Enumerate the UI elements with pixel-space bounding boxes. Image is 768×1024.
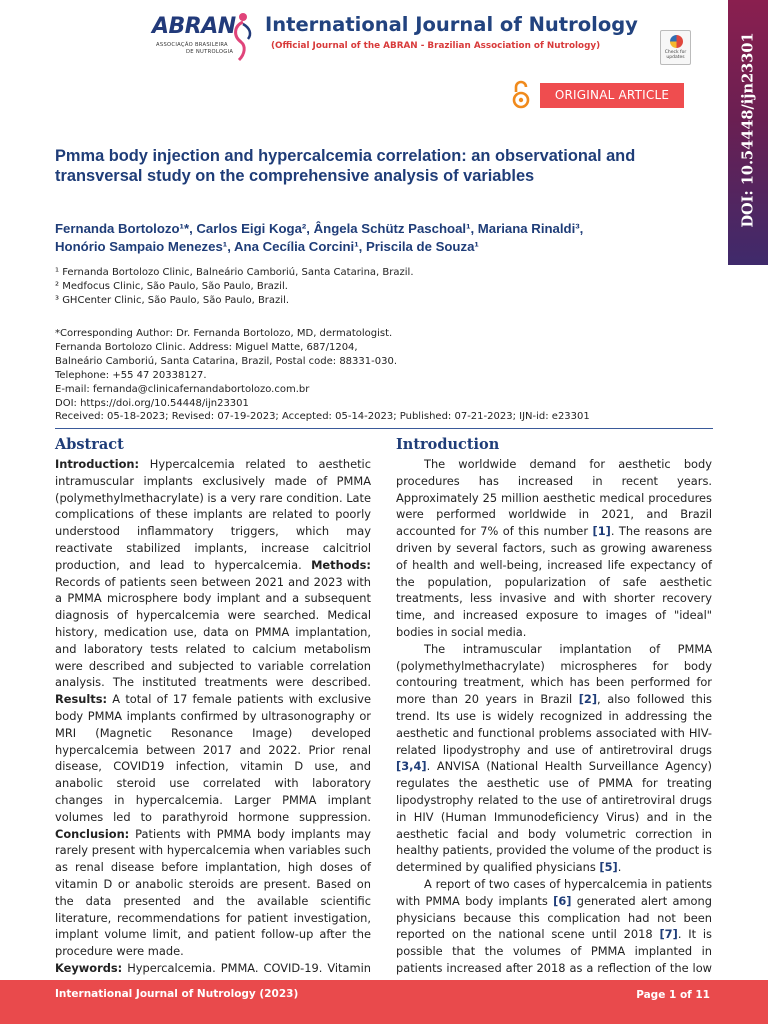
logo-subtitle-line2: DE NUTROLOGIA <box>186 49 234 55</box>
introduction-body <box>396 456 712 1010</box>
journal-subtitle: (Official Journal of the ABRAN - Brazilian Association of Nutrology) <box>271 41 601 51</box>
author-line: Fernanda Bortolozo¹*, Carlos Eigi Koga², Ângela Schütz Paschoal¹, Mariana Rinaldi³, <box>55 221 584 236</box>
abstract-results-label: Results: <box>55 692 108 707</box>
intro-text: generated alert among physicians because this complication had not been reported on the national scene until 2018 <box>396 893 712 942</box>
abstract-conclusion-text: Patients with PMMA body implants may rarely present with hypercalcemia when variables such as renal disease before implantation, high doses of vitamin D or anabolic steroids are present. Based on the data presented and the available scientific literature, recommendations for patient investigation, implant volume limit, and patient follow-up after the procedure were made. <box>55 826 371 959</box>
abstract-results-text: A total of 17 female patients with exclusive body PMMA implants confirmed by ultrasonography or MRI (Magnetic Resonance Image) developed hypercalcemia between 2017 and 2022. Prior renal disease, COVID19 infection, vitamin D use, and anabolic steroid use correlated with laboratory changes in hypercalcemia. Larger PMMA implant volumes led to parathyroid hormone suppression. <box>55 692 371 824</box>
footer-page-number: Page 1 of 11 <box>636 989 710 1001</box>
intro-text: A report of two cases of hypercalcemia in patients with PMMA body implants <box>396 876 712 908</box>
abran-logo <box>152 12 257 64</box>
introduction-heading: Introduction <box>396 436 500 453</box>
corresponding-line: Telephone: +55 47 20338127. <box>55 370 207 381</box>
doi-side-band <box>728 0 768 265</box>
keywords-label: Keywords: <box>55 960 123 975</box>
check-updates-label: Check for updates <box>664 50 687 60</box>
open-access-lock-icon <box>512 80 530 110</box>
abstract-methods-label: Methods: <box>311 557 371 572</box>
author-line: Honório Sampaio Menezes¹, Ana Cecília Corcini¹, Priscila de Souza¹ <box>55 239 479 254</box>
citation-link[interactable]: [1] <box>592 524 611 539</box>
citation-link[interactable]: [5] <box>599 860 618 875</box>
introduction-column <box>396 434 712 1010</box>
keywords-text: Hypercalcemia. PMMA. COVID-19. Vitamin <box>127 960 371 975</box>
citation-link[interactable]: [3,4] <box>396 759 427 774</box>
intro-text: . ANVISA (National Health Surveillance Agency) regulates the aesthetic use of PMMA for treating lipodystrophy related to the use of antiretroviral drugs in HIV (Human Immunodeficiency Virus) and in the aesthetic facial and body volumetric correction in healthy patients, provided the volume of the product is determined by qualified physicians <box>396 759 712 875</box>
check-for-updates-badge[interactable] <box>660 30 691 65</box>
paper-title: Pmma body injection and hypercalcemia correlation: an observational and transversal study on the comprehensive analysis of variables <box>55 147 636 185</box>
intro-text: . The reasons are driven by several factors, such as growing awareness of health and well-being, increased life expectancy of the population, popularization of safe aesthetic treatments, less invasive and with shorter recovery time, and increased exposure to images of "ideal" bodies in social media. <box>396 524 712 639</box>
abstract-intro-text: Hypercalcemia related to aesthetic intramuscular implants exclusively made of PMMA (polymethylmethacrylate) is a very rare condition. Late complications of these implants are related to poorly understood inflammatory triggers, which may reactivate stabilized implants, increase calcitriol production, and lead to hypercalcemia. <box>55 457 371 572</box>
abstract-methods-text: Records of patients seen between 2021 and 2023 with a PMMA microsphere body implant and a subsequent diagnosis of hypercalcemia were searched. Medical history, medication use, data on PMMA implantation, and laboratory tests related to calcium metabolism were described and subjected to variable correlation analysis. The instituted treatments were described. <box>55 574 371 690</box>
abstract-conclusion-label: Conclusion: <box>55 826 130 841</box>
affiliation-line: ² Medfocus Clinic, São Paulo, São Paulo, Brazil. <box>55 281 288 292</box>
logo-figure-icon <box>230 12 256 62</box>
corresponding-line: Balneário Camboriú, Santa Catarina, Brazil, Postal code: 88331-030. <box>55 356 398 367</box>
abstract-heading: Abstract <box>55 436 124 453</box>
intro-paragraph <box>396 456 712 641</box>
intro-text: . <box>617 860 622 875</box>
logo-subtitle-line1: ASSOCIAÇÃO BRASILEIRA <box>156 42 228 48</box>
abstract-column <box>55 434 371 994</box>
logo-wordmark: ABRAN <box>152 14 236 39</box>
intro-text: The intramuscular implantation of PMMA (polymethylmethacrylate) microspheres for body contouring treatment, which has been performed for more than 20 years in Brazil <box>396 641 712 707</box>
citation-link[interactable]: [2] <box>578 692 598 707</box>
corresponding-line: *Corresponding Author: Dr. Fernanda Bortolozo, MD, dermatologist. <box>55 328 393 339</box>
citation-link[interactable]: [6] <box>553 893 572 908</box>
journal-title: International Journal of Nutrology <box>265 13 638 36</box>
doi-side-label: DOI: 10.54448/ijn23301 <box>739 32 757 228</box>
intro-paragraph <box>396 641 712 876</box>
abstract-intro-label: Introduction: <box>55 457 140 471</box>
page-footer <box>0 980 768 1024</box>
corresponding-line: Fernanda Bortolozo Clinic. Address: Miguel Matte, 687/1204, <box>55 342 358 353</box>
intro-text: The worldwide demand for aesthetic body procedures has increased in recent years. Approximately 25 million aesthetic medical procedures were performed worldwide in 2021, and Brazil accounted for 7% of this number <box>396 457 712 539</box>
intro-text: , also followed this trend. Its use is widely recognized in addressing the aesthetic and functional problems associated with HIV-related lipodystrophy and use of antiretroviral drugs <box>396 692 712 757</box>
corresponding-email[interactable]: E-mail: fernanda@clinicafernandabortolozo.com.br <box>55 384 310 395</box>
footer-journal: International Journal of Nutrology (2023) <box>55 988 299 1000</box>
affiliations <box>55 266 695 308</box>
author-list <box>55 220 695 256</box>
crossmark-icon <box>670 35 683 48</box>
affiliation-line: ³ GHCenter Clinic, São Paulo, São Paulo, Brazil. <box>55 295 290 306</box>
article-type-badge: ORIGINAL ARTICLE <box>540 83 684 108</box>
publication-dates: Received: 05-18-2023; Revised: 07-19-2023; Accepted: 05-14-2023; Published: 07-21-2023; IJN-id: e23301 <box>55 411 590 422</box>
corresponding-author-block <box>55 327 695 411</box>
abstract-body <box>55 456 371 994</box>
corresponding-doi-link[interactable]: DOI: https://doi.org/10.54448/ijn23301 <box>55 398 249 409</box>
intro-text: . It is possible that the volumes of PMMA implanted in patients increased after 2018 as a reflection of the low <box>396 927 712 975</box>
header-divider <box>55 428 713 429</box>
citation-link[interactable]: [7] <box>659 927 678 942</box>
affiliation-line: ¹ Fernanda Bortolozo Clinic, Balneário Camboriú, Santa Catarina, Brazil. <box>55 267 414 278</box>
